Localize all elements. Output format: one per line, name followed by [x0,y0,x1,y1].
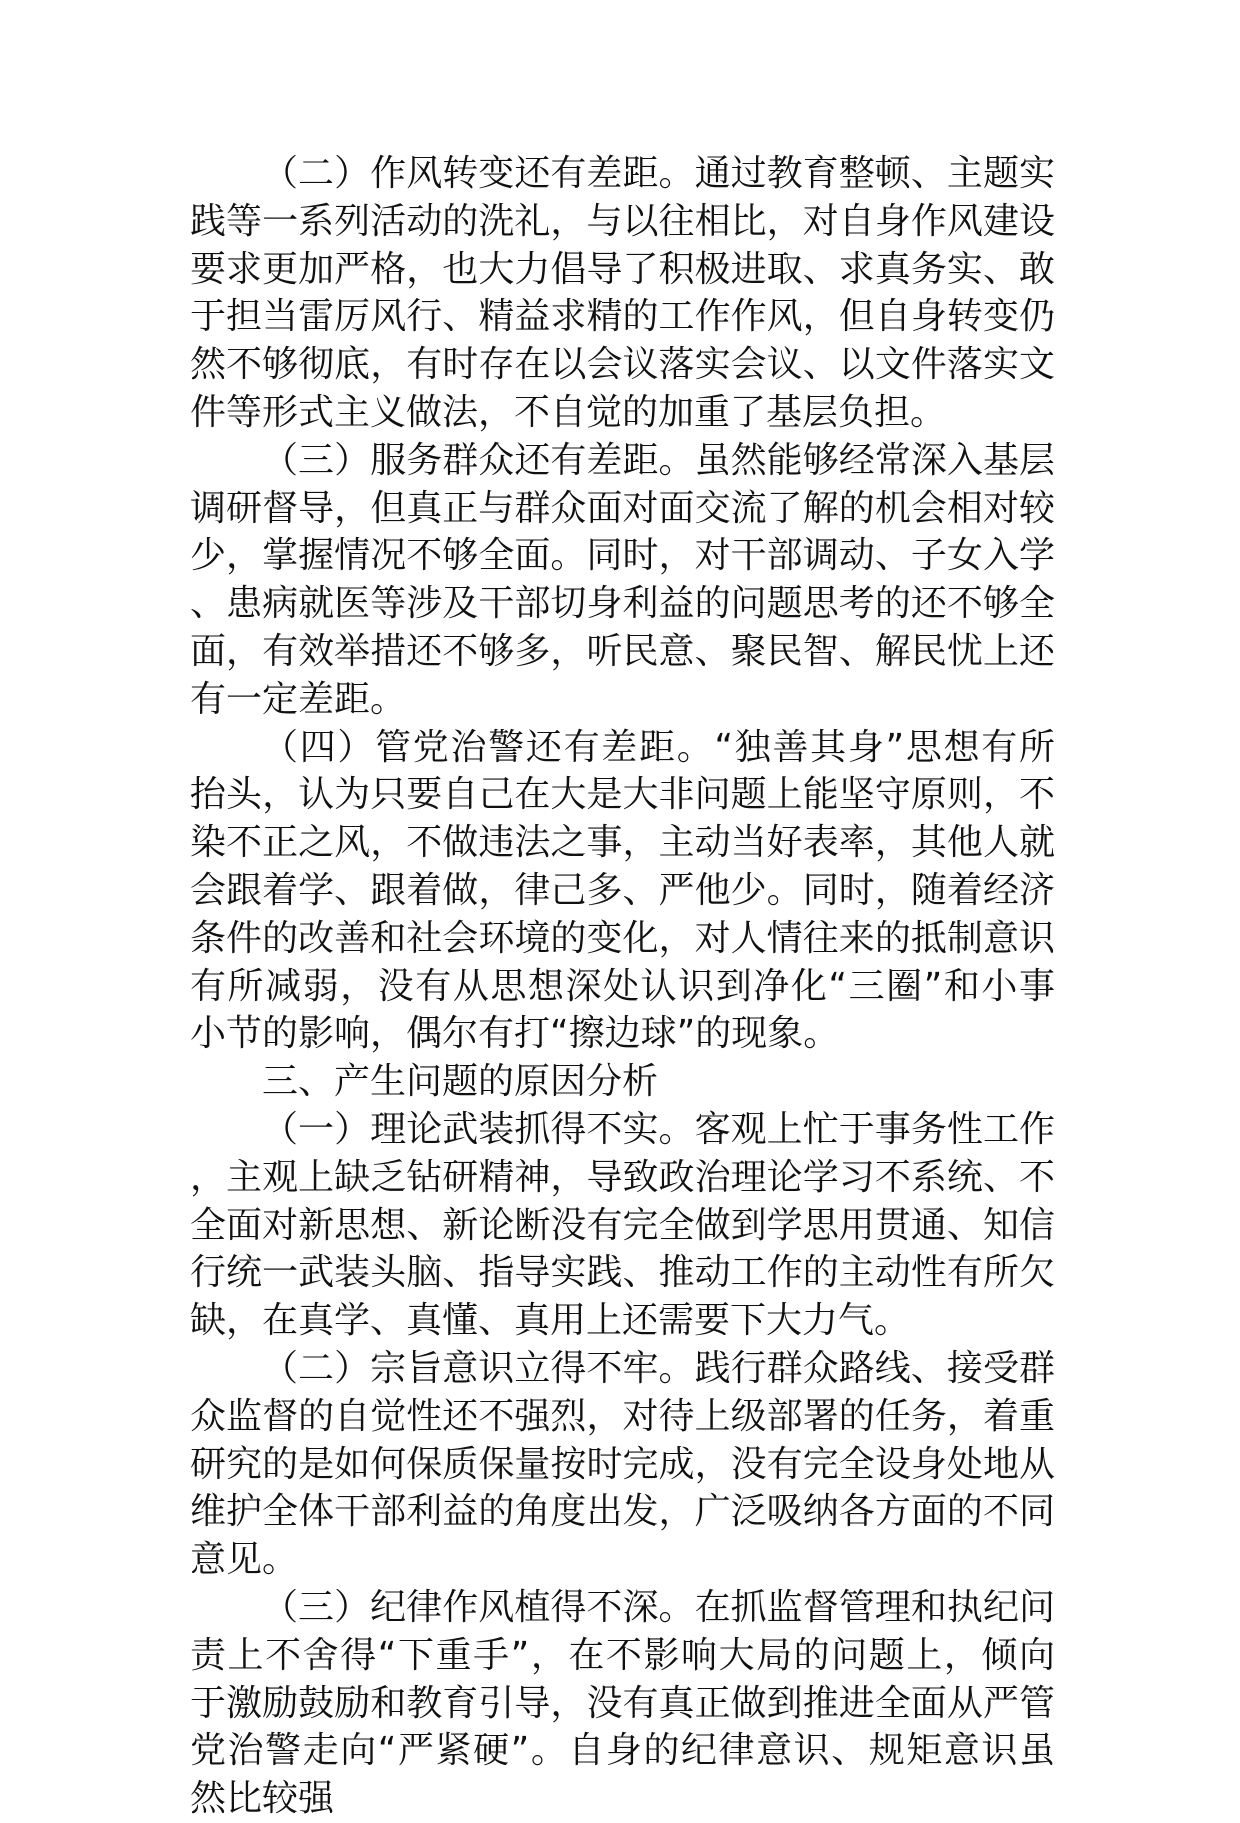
paragraph-purpose-awareness: （二）宗旨意识立得不牢。践行群众路线、接受群众监督的自觉性还不强烈，对待上级部署的任务，着重研究的是如何保质保量按时完成，没有完全设身处地从维护全体干部利益的角度出发，广泛吸纳各方面的不同意见。 [190,1347,1055,1581]
section-heading-cause-analysis: 三、产生问题的原因分析 [262,1061,659,1103]
paragraph-work-style-gap: （二）作风转变还有差距。通过教育整顿、主题实践等一系列活动的洗礼，与以往相比，对自身作风建设要求更加严格，也大力倡导了积极进取、求真务实、敢于担当雷厉风行、精益求精的工作作风，但自身转变仍然不够彻底，有时存在以会议落实会议、以文件落实文件等形式主义做法，不自觉的加重了基层负担。 [190,153,1055,433]
paragraph-party-management-gap: （四）管党治警还有差距。“独善其身”思想有所抬头，认为只要自己在大是大非问题上能坚守原则，不染不正之风，不做违法之事，主动当好表率，其他人就会跟着学、跟着做，律己多、严他少。同时，随着经济条件的改善和社会环境的变化，对人情往来的抵制意识有所减弱，没有从思想深处认识到净化“三圈”和小事小节的影响，偶尔有打“擦边球”的现象。 [190,726,1055,1055]
document-page [190,150,1055,1823]
paragraph-discipline-style: （三）纪律作风植得不深。在抓监督管理和执纪问责上不舍得“下重手”，在不影响大局的问题上，倾向于激励鼓励和教育引导，没有真正做到推进全面从严管党治警走向“严紧硬”。自身的纪律意识、规矩意识虽然比较强 [190,1586,1055,1820]
paragraph-serving-masses-gap: （三）服务群众还有差距。虽然能够经常深入基层调研督导，但真正与群众面对面交流了解的机会相对较少，掌握情况不够全面。同时，对干部调动、子女入学、患病就医等涉及干部切身利益的问题思考的还不够全面，有效举措还不够多，听民意、聚民智、解民忧上还有一定差距。 [190,439,1055,720]
paragraph-theory-study: （一）理论武装抓得不实。客观上忙于事务性工作，主观上缺乏钻研精神，导致政治理论学习不系统、不全面对新思想、新论断没有完全做到学思用贯通、知信行统一武装头脑、指导实践、推动工作的主动性有所欠缺，在真学、真懂、真用上还需要下大力气。 [190,1108,1055,1342]
